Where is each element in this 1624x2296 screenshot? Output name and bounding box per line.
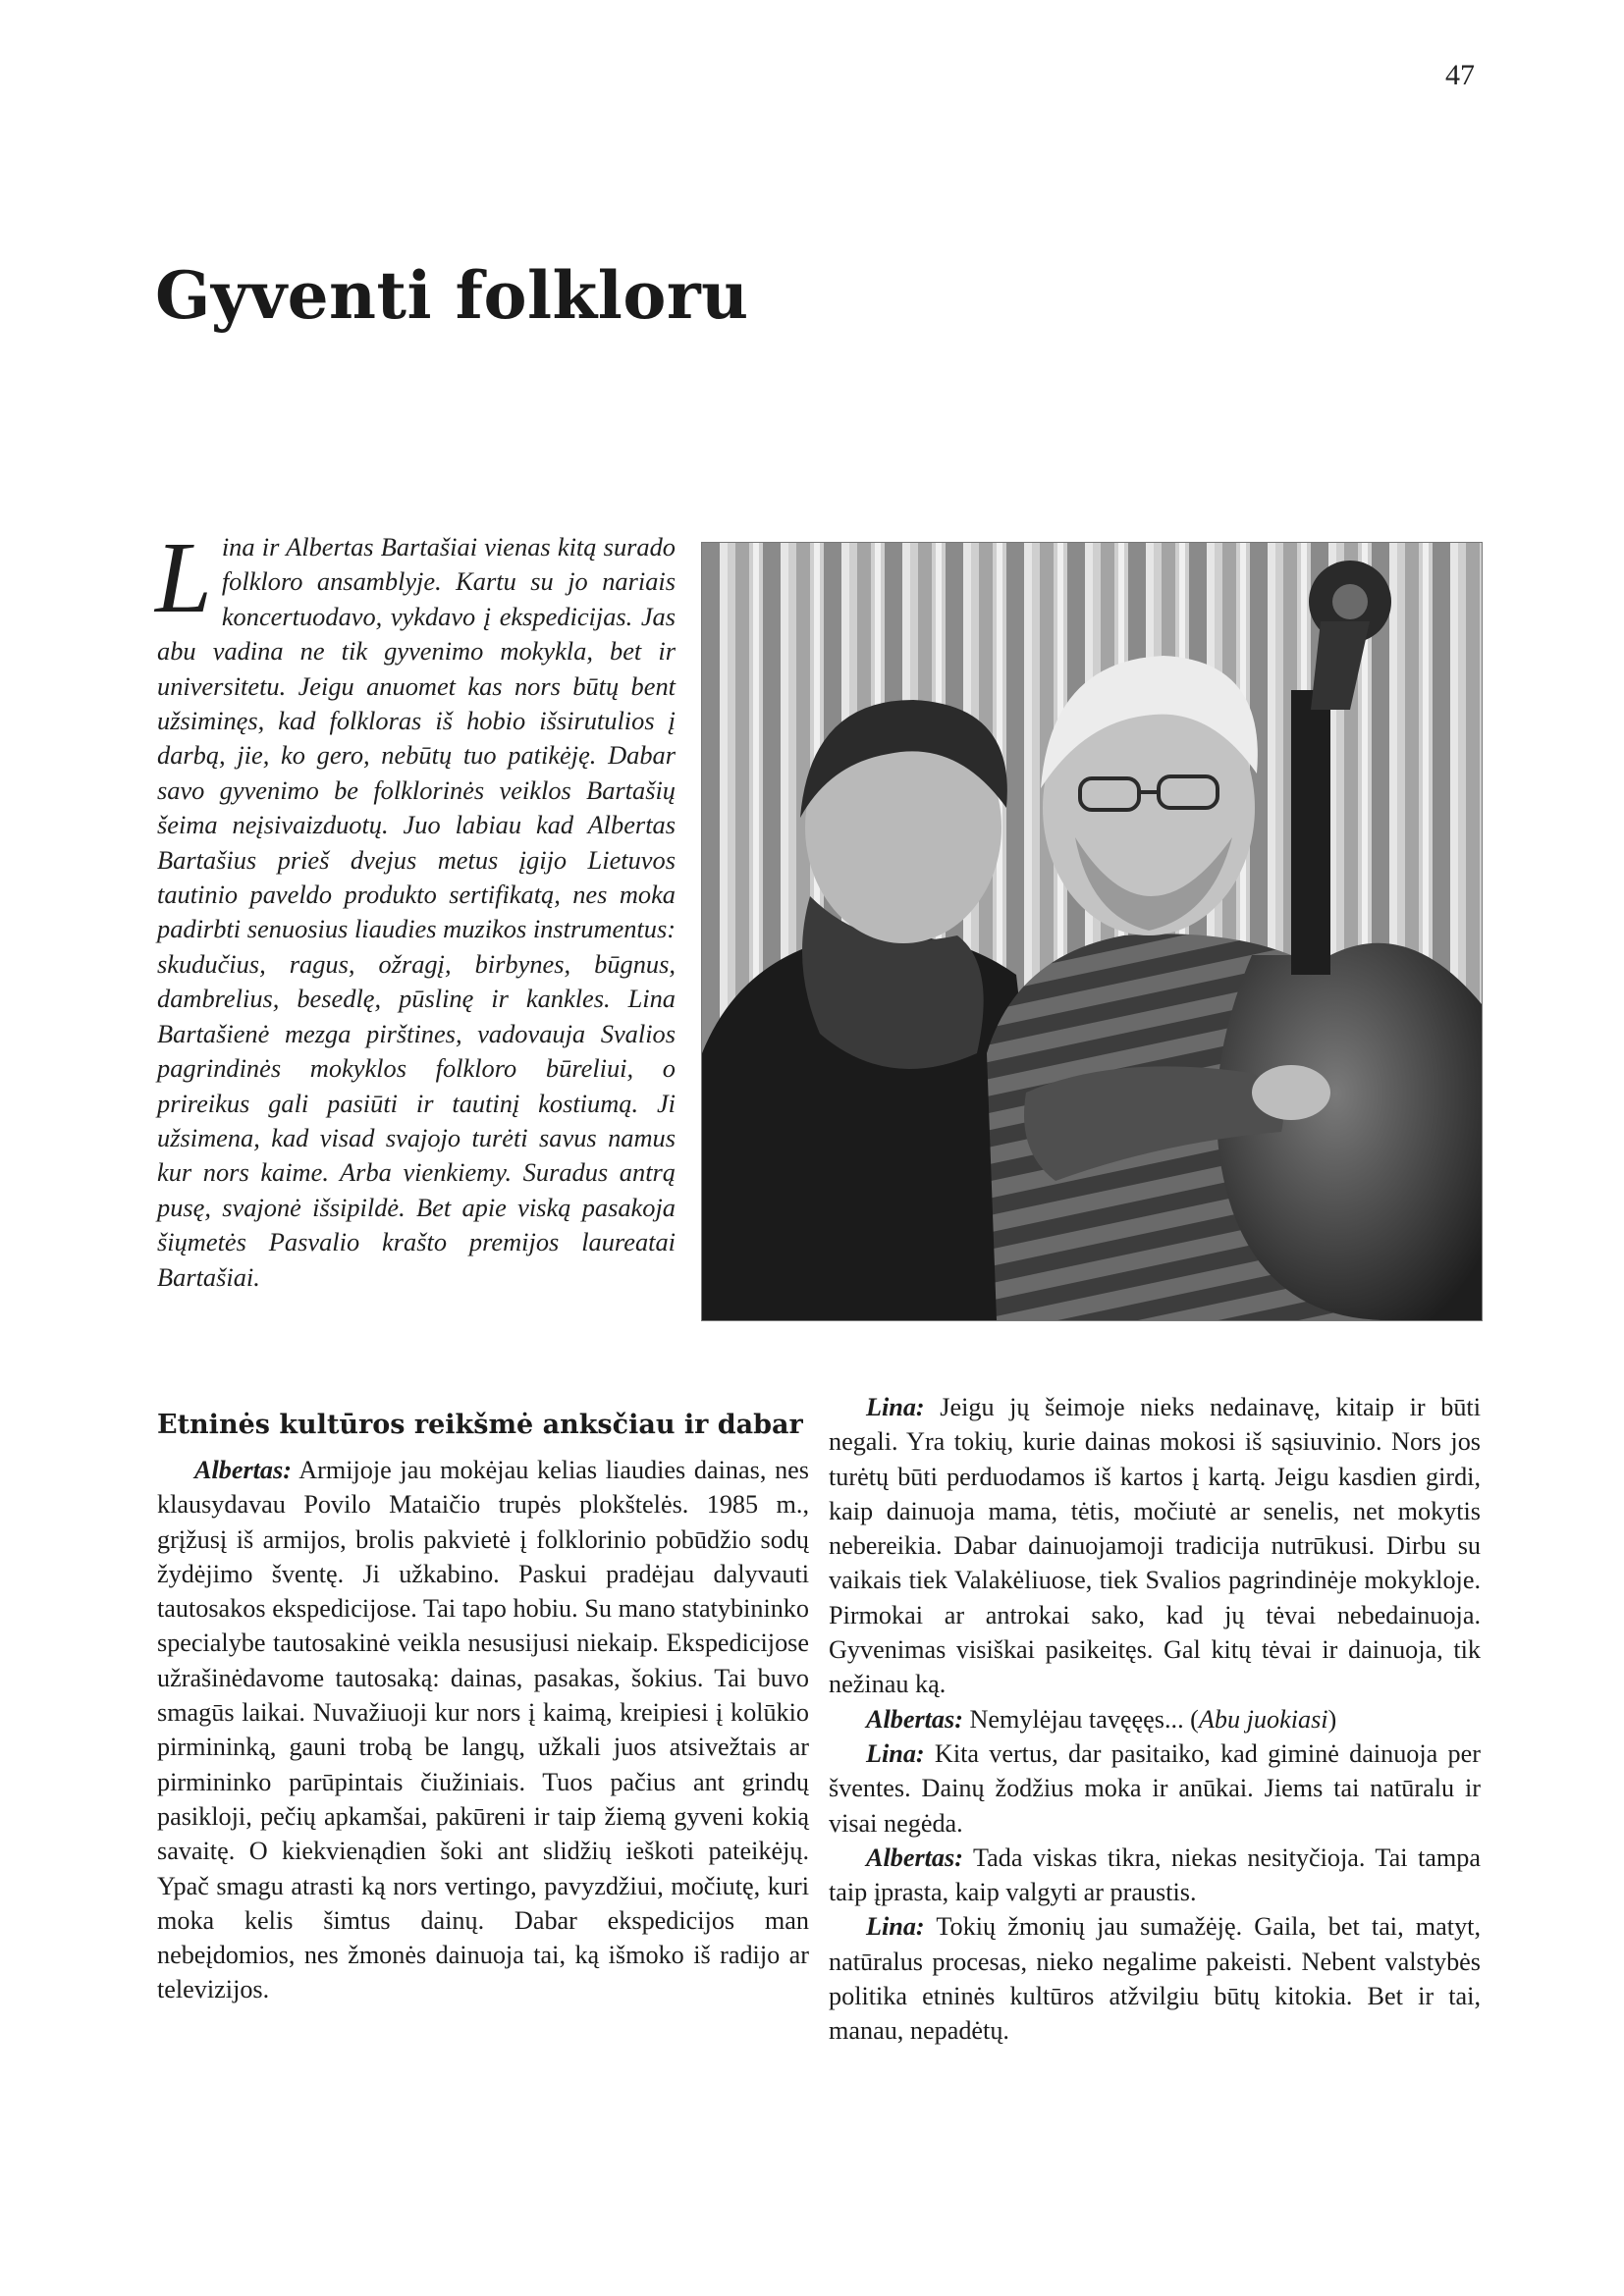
paragraph	[829, 1909, 1481, 2048]
left-column	[157, 1408, 809, 2007]
speaker-name: Albertas:	[866, 1704, 963, 1734]
drop-cap: L	[155, 521, 212, 634]
portrait-photo	[701, 542, 1483, 1321]
section-heading: Etninės kultūros reikšmė anksčiau ir dabar	[157, 1410, 803, 1440]
paragraph-text: Tokių žmonių jau sumažėję. Gaila, bet tai, matyt, natūralus procesas, nieko negalime pakeisti. Nebent valstybės politika etninės kultūros atžvilgiu būtų kitokia. Bet ir tai, manau, nepadėtų.	[829, 1912, 1481, 2046]
paragraph-tail: )	[1327, 1704, 1337, 1734]
paragraph-text: Kita vertus, dar pasitaiko, kad giminė dainuoja per šventes. Dainų žodžius moka ir anūkai. Jiems tai natūralu ir visai negėda.	[829, 1738, 1481, 1838]
intro-text: ina ir Albertas Bartašiai vienas kitą surado folkloro ansamblyje. Kartu su jo nariais koncertuodavo, vykdavo į ekspedicijas. Jas abu vadina ne tik gyvenimo mokykla, bet ir universitetu. Jeigu anuomet kas nors būtų bent užsiminęs, kad folkloras iš hobio išsirutulios į darbą, jie, ko gero, nebūtų tuo patikėję. Dabar savo gyvenimo be folklorinės veiklos Bartašių šeima neįsivaizduotų. Juo labiau kad Albertas Bartašius prieš dvejus metus įgijo Lietuvos tautinio paveldo produkto sertifikatą, nes moka padirbti senuosius liaudies muzikos instrumentus: skudučius, ragus, ožragį, birbynes, būgnus, dambrelius, besedlę, pūslinę ir kankles. Lina Bartašienė mezga pirštines, vadovauja Svalios pagrindinės mokyklos folkloro būreliui, o prireikus gali pasiūti ir tautinį kostiumą. Ji užsimena, kad visad svajojo turėti savus namus kur nors kaime. Arba vienkiemy. Suradus antrą pusę, svajonė išsipildė. Bet apie viską pasakoja šiųmetės Pasvalio krašto premijos laureatai Bartašiai.	[157, 532, 676, 1292]
paragraph-text: Jeigu jų šeimoje nieks nedainavę, kitaip ir būti negali. Yra tokių, kurie dainas mokosi iš sąsiuvinio. Nors jos turėtų būti perduodamos iš kartos į kartą. Jeigu kasdien girdi, kaip dainuoja mama, tėtis, močiutė ar senelis, net mokytis nebereikia. Dabar dainuojamoji tradicija nutrūkusi. Dirbu su vaikais tiek Valakėliuose, tiek Svalios pagrindinėje mokykloje. Pirmokai ar antrokai sako, kad jų tėvai nebedainuoja. Gyvenimas visiškai pasikeitęs. Gal kitų tėvai ir dainuoja, tik nežinau ką.	[829, 1393, 1481, 1699]
paragraph	[157, 1453, 809, 2007]
paragraph-text: Armijoje jau mokėjau kelias liaudies dainas, nes klausydavau Povilo Mataičio trupės plokštelės. 1985 m., grįžusį iš armijos, brolis pakvietė į folklorinio pobūdžio sodų žydėjimo šventę. Ji užkabino. Paskui pradėjau dalyvauti tautosakos ekspedicijose. Tai tapo hobiu. Su mano statybininko specialybe tautosakinė veikla nesusijusi niekaip. Ekspedicijose užrašinėdavome tautosaką: dainas, pasakas, šokius. Tai buvo smagūs laikai. Nuvažiuoji kur nors į kaimą, kreipiesi į kolūkio pirmininką, gauni trobą be langų, užkali juos atsivežtais ar pirmininko parūpintais čiužiniais. Tuos pačius ant grindų pasikloji, pečių apkamšai, pakūreni ir taip žiemą gyveni kokią savaitę. O kiekvienądien šoki ant slidžių ieškoti pateikėjų. Ypač smagu atrasti ką nors vertingo, pavyzdžiui, močiutę, kuri moka kelis šimtus dainų. Dabar ekspedicijos man nebeįdomios, nes žmonės dainuoja tai, ką išmoko iš radijo ar televizijos.	[157, 1456, 809, 2004]
speaker-name: Albertas:	[194, 1456, 292, 1484]
speaker-name: Lina:	[866, 1738, 925, 1768]
right-column	[829, 1390, 1481, 2049]
paragraph	[829, 1390, 1481, 1702]
speaker-name: Lina:	[866, 1393, 925, 1421]
paragraph-text: Nemylėjau tavęęęs... (	[962, 1704, 1199, 1734]
page-number: 47	[1445, 59, 1475, 91]
speaker-name: Lina:	[866, 1912, 925, 1942]
photo-illustration	[702, 543, 1482, 1320]
paragraph-text: Tada viskas tikra, niekas nesityčioja. Tai tampa taip įprasta, kaip valgyti ar praustis.	[829, 1842, 1481, 1907]
article-title: Gyventi folkloru	[155, 257, 749, 334]
intro-paragraph	[155, 521, 676, 1295]
stage-direction: Abu juokiasi	[1198, 1704, 1328, 1734]
speaker-name: Albertas:	[866, 1842, 963, 1872]
paragraph	[829, 1702, 1481, 1736]
paragraph	[829, 1841, 1481, 1910]
paragraph	[829, 1736, 1481, 1841]
